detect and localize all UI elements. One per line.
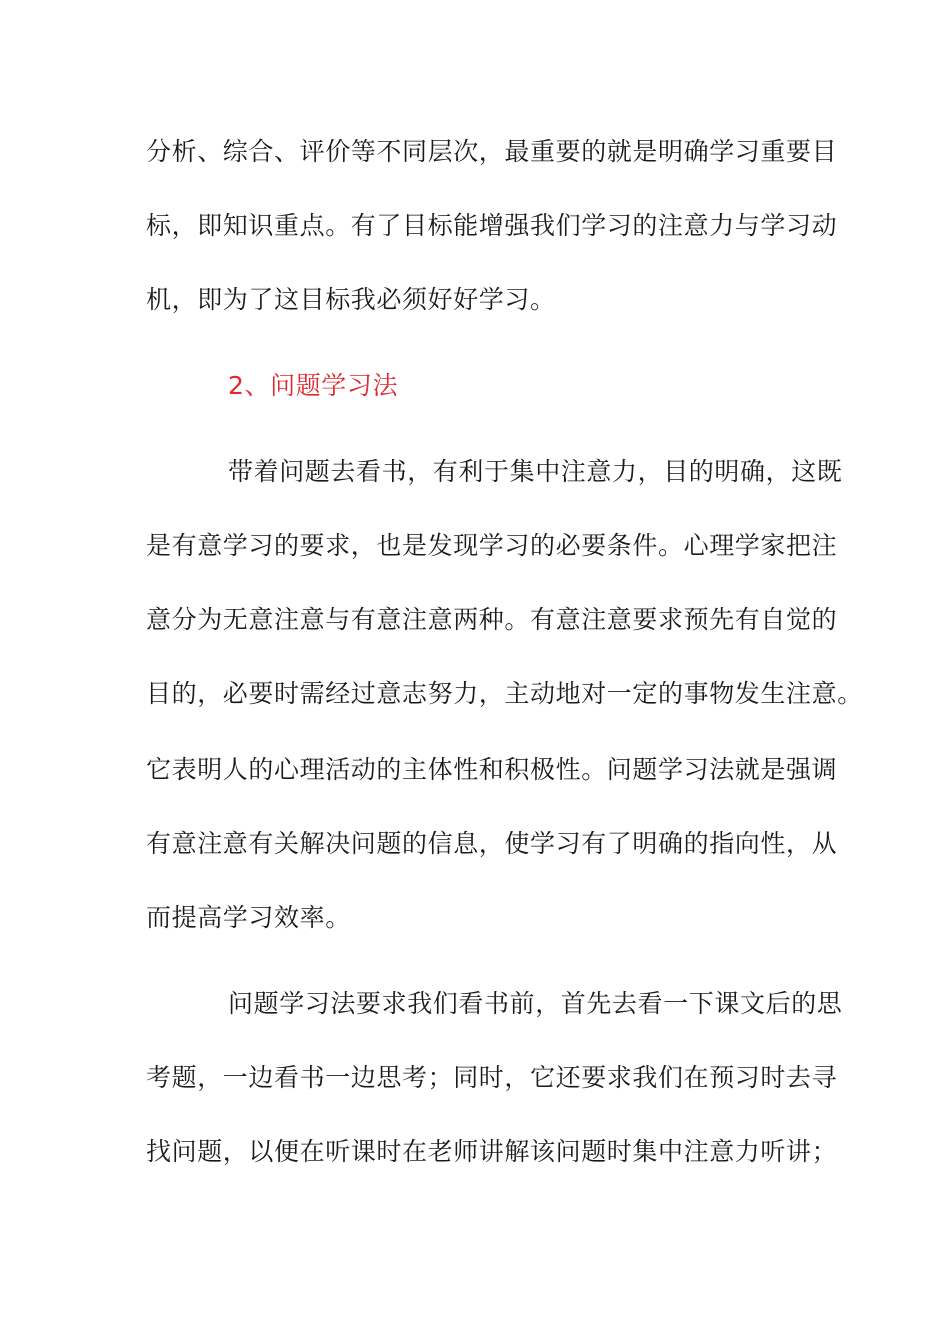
paragraph-line: 机，即为了这目标我必须好好学习。 [146,285,556,314]
paragraph-line: 考题，一边看书一边思考；同时，它还要求我们在预习时去寻 [146,1063,838,1092]
paragraph-line: 是有意学习的要求，也是发现学习的必要条件。心理学家把注 [146,531,838,560]
paragraph-line: 找问题，以便在听课时在老师讲解该问题时集中注意力听讲； [146,1137,838,1166]
section-heading: 2、问题学习法 [228,371,399,400]
paragraph-line: 有意注意有关解决问题的信息，使学习有了明确的指向性，从 [146,829,838,858]
paragraph-line: 目的，必要时需经过意志努力，主动地对一定的事物发生注意。 [146,679,863,708]
paragraph-line: 分析、综合、评价等不同层次，最重要的就是明确学习重要目 [146,137,838,166]
paragraph-line: 问题学习法要求我们看书前，首先去看一下课文后的思 [228,989,843,1018]
paragraph-line: 带着问题去看书，有利于集中注意力，目的明确，这既 [228,457,843,486]
paragraph-line: 它表明人的心理活动的主体性和积极性。问题学习法就是强调 [146,755,838,784]
paragraph-line: 标，即知识重点。有了目标能增强我们学习的注意力与学习动 [146,211,838,240]
paragraph-line: 意分为无意注意与有意注意两种。有意注意要求预先有自觉的 [146,605,838,634]
paragraph-line: 而提高学习效率。 [146,903,351,932]
